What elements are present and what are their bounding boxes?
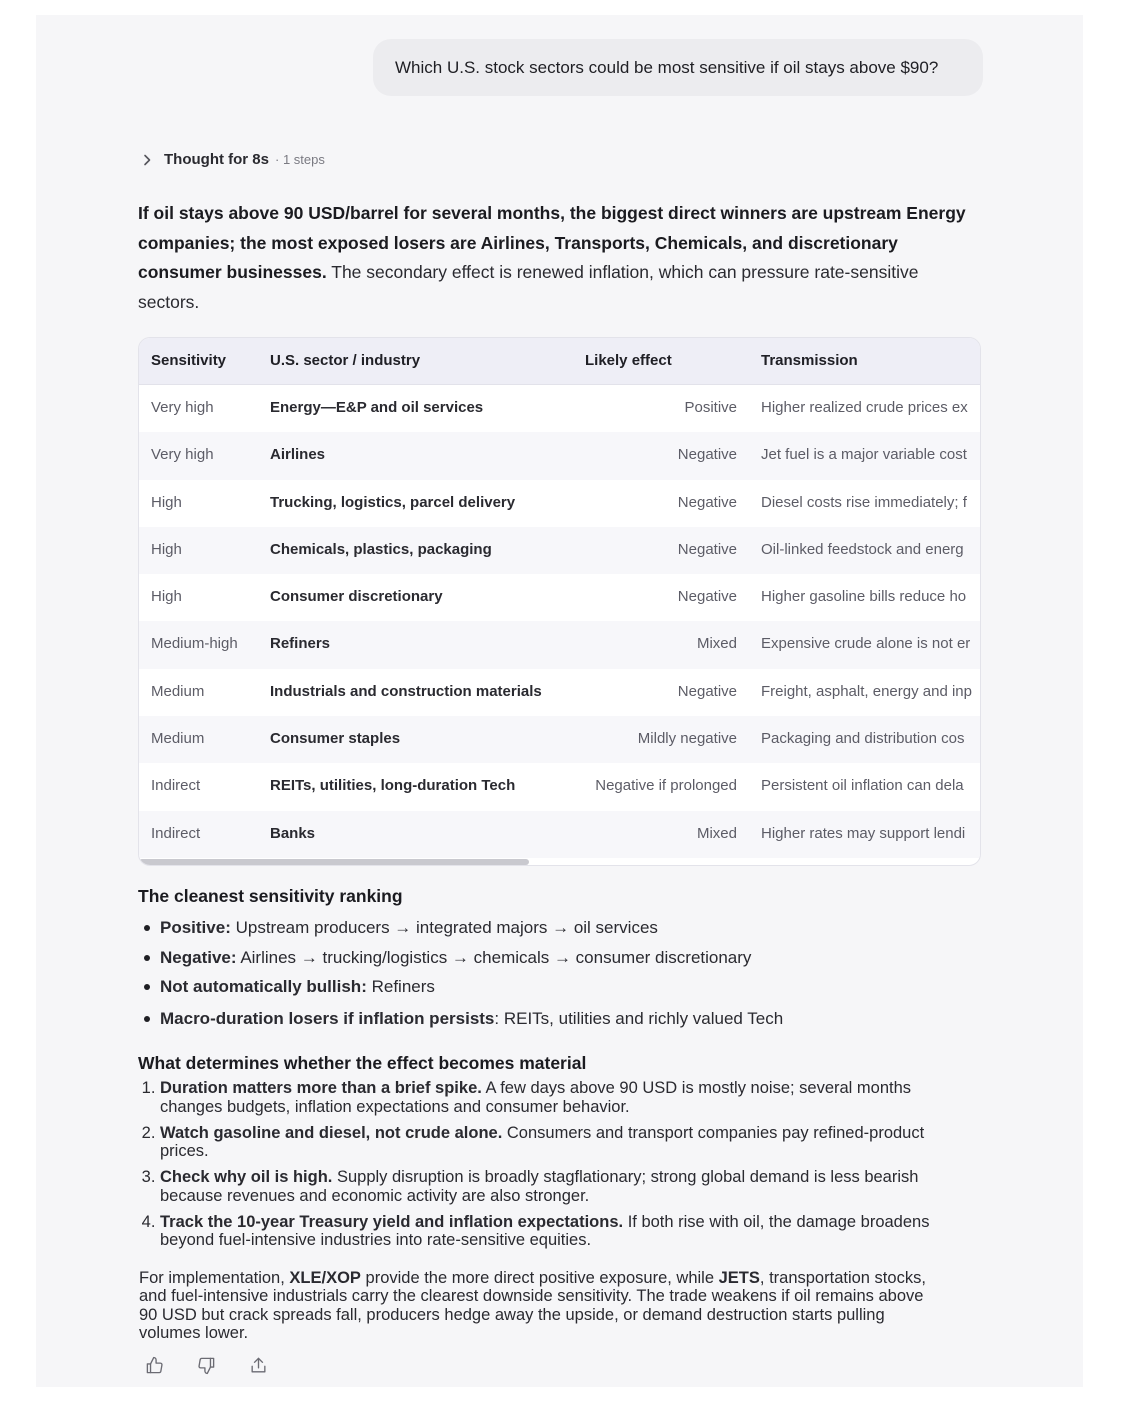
determinant-text: Consumers and transport companies pay refined-product prices. [160, 1123, 925, 1160]
cell-transmission: Higher gasoline bills reduce ho [761, 588, 967, 606]
determinant-label: Track the 10-year Treasury yield and inflation expectations. [160, 1212, 624, 1231]
ticker-xle-xop: XLE/XOP [289, 1269, 361, 1287]
thought-title: Thought for 8s [164, 151, 269, 168]
cell-sector: Consumer discretionary [270, 588, 443, 606]
list-item [160, 1124, 930, 1161]
list-item [160, 943, 1020, 973]
cell-effect: Negative [677, 493, 737, 511]
chat-canvas [36, 15, 1083, 1387]
share-icon[interactable] [248, 1355, 268, 1375]
header-sector: U.S. sector / industry [270, 352, 421, 369]
cell-sector: Chemicals, plastics, packaging [270, 540, 492, 558]
determinant-text: If both rise with oil, the damage broadens beyond fuel-intensive industries into rate-sensitive equities. [160, 1212, 930, 1249]
table-row [139, 432, 980, 479]
header-transmission: Transmission [761, 352, 858, 369]
user-message-bubble [373, 39, 983, 96]
cell-sector: Airlines [270, 446, 326, 464]
cell-sensitivity: High [151, 540, 182, 558]
cell-transmission: Jet fuel is a major variable cost [761, 446, 967, 464]
cell-sector: Industrials and construction materials [270, 682, 542, 700]
table-row [139, 763, 980, 810]
table-row [139, 527, 980, 574]
ranking-heading: The cleanest sensitivity ranking [138, 886, 403, 906]
list-item [160, 913, 1020, 943]
ranking-label: Negative: [160, 947, 237, 967]
cell-transmission: Higher realized crude prices ex [761, 399, 968, 416]
intro-rest: The secondary effect is renewed inflation, which can pressure rate-sensitive sectors. [138, 262, 919, 312]
cell-sensitivity: Medium [151, 730, 205, 748]
ranking-label: Macro-duration losers if inflation persists [160, 1008, 495, 1028]
table-row [139, 480, 980, 527]
determinant-label: Check why oil is high. [160, 1168, 333, 1186]
list-item [160, 1004, 1020, 1034]
table-body [139, 385, 980, 858]
thought-meta: · 1 steps [275, 152, 325, 167]
cell-transmission: Higher rates may support lendi [761, 824, 966, 842]
cell-sensitivity: Medium-high [151, 635, 238, 653]
table-row [139, 669, 980, 716]
determinant-label: Duration matters more than a brief spike. [160, 1079, 482, 1097]
closing-text: For implementation, [139, 1269, 290, 1287]
cell-sensitivity: Very high [151, 446, 214, 464]
cell-sector: Consumer staples [270, 730, 401, 748]
cell-effect: Negative if prolonged [595, 777, 737, 795]
determinant-text: A few days above 90 USD is mostly noise; several months changes budgets, inflation expectations and consumer behavior. [160, 1079, 912, 1116]
ranking-label: Not automatically bullish: [160, 977, 367, 996]
cell-transmission: Packaging and distribution cos [761, 730, 965, 748]
ranking-label: Positive: [160, 918, 231, 937]
cell-sensitivity: Medium [151, 682, 205, 700]
list-item [160, 1079, 930, 1116]
ranking-text: Upstream producers → integrated majors → oil services [230, 918, 658, 937]
closing-text: provide the more direct positive exposure, while [360, 1269, 719, 1287]
table-row [139, 716, 980, 763]
table-header [139, 338, 980, 385]
cell-sensitivity: High [151, 588, 182, 606]
message-actions [144, 1355, 268, 1375]
ranking-text: Airlines → trucking/logistics → chemicals → consumer discretionary [236, 947, 752, 967]
thought-toggle[interactable] [140, 151, 325, 168]
closing-text: , transportation stocks, and fuel-intensive industrials carry the clearest downside sensitivity. The trade weakens if oil remains above 90 USD but crack spreads fall, producers hedge away the upside, or demand destruction starts pulling volumes lower. [139, 1269, 926, 1342]
cell-transmission: Freight, asphalt, energy and inp [761, 682, 972, 700]
ranking-text: Refiners [366, 977, 435, 996]
intro-bold: If oil stays above 90 USD/barrel for several months, the biggest direct winners are upstream Energy companies; the most exposed losers are Airlines, Transports, Chemicals, and discretionary consumer businesses. [138, 203, 966, 282]
determinants-list [138, 1079, 930, 1257]
cell-sector: Refiners [270, 635, 331, 653]
header-sensitivity: Sensitivity [151, 352, 227, 369]
user-message-text: Which U.S. stock sectors could be most sensitive if oil stays above $90? [395, 57, 939, 77]
table-row [139, 811, 980, 858]
cell-sector: REITs, utilities, long-duration Tech [270, 777, 516, 795]
table-row [139, 621, 980, 668]
ticker-jets: JETS [718, 1269, 760, 1287]
cell-effect: Negative [677, 588, 737, 606]
list-item [160, 1168, 930, 1205]
ranking-list [138, 913, 1020, 1033]
cell-effect: Mildly negative [637, 730, 737, 748]
thumbs-up-icon[interactable] [144, 1355, 164, 1375]
determinant-text: Supply disruption is broadly stagflationary; strong global demand is less bearish because revenues and economic activity are also stronger. [160, 1168, 919, 1205]
cell-sector: Energy—E&P and oil services [270, 399, 484, 416]
thumbs-down-icon[interactable] [196, 1355, 216, 1375]
list-item [160, 1213, 930, 1250]
sector-table [138, 337, 981, 866]
list-item [160, 972, 1020, 1002]
cell-transmission: Expensive crude alone is not er [761, 635, 971, 653]
cell-transmission: Diesel costs rise immediately; f [761, 493, 967, 511]
table-row [139, 385, 980, 432]
cell-sector: Banks [270, 824, 316, 842]
cell-sector: Trucking, logistics, parcel delivery [270, 493, 516, 511]
cell-sensitivity: Indirect [151, 824, 201, 842]
cell-transmission: Oil-linked feedstock and energ [761, 540, 964, 558]
header-effect: Likely effect [585, 352, 672, 369]
cell-effect: Positive [684, 399, 737, 416]
cell-sensitivity: Very high [151, 399, 214, 416]
answer-intro [138, 199, 978, 317]
cell-sensitivity: Indirect [151, 777, 201, 795]
cell-sensitivity: High [151, 493, 182, 511]
table-row [139, 574, 980, 621]
determinant-label: Watch gasoline and diesel, not crude alone. [160, 1123, 503, 1142]
ranking-text: : REITs, utilities and richly valued Tech [494, 1008, 784, 1028]
cell-effect: Negative [677, 540, 737, 558]
determinants-heading: What determines whether the effect becomes material [138, 1053, 587, 1073]
cell-effect: Negative [677, 446, 737, 464]
cell-transmission: Persistent oil inflation can dela [761, 777, 964, 795]
cell-effect: Mixed [696, 635, 737, 653]
table-horizontal-scrollbar[interactable] [139, 859, 529, 865]
cell-effect: Mixed [696, 824, 737, 842]
cell-effect: Negative [677, 682, 737, 700]
chevron-right-icon [140, 153, 154, 167]
closing-paragraph [139, 1269, 939, 1342]
